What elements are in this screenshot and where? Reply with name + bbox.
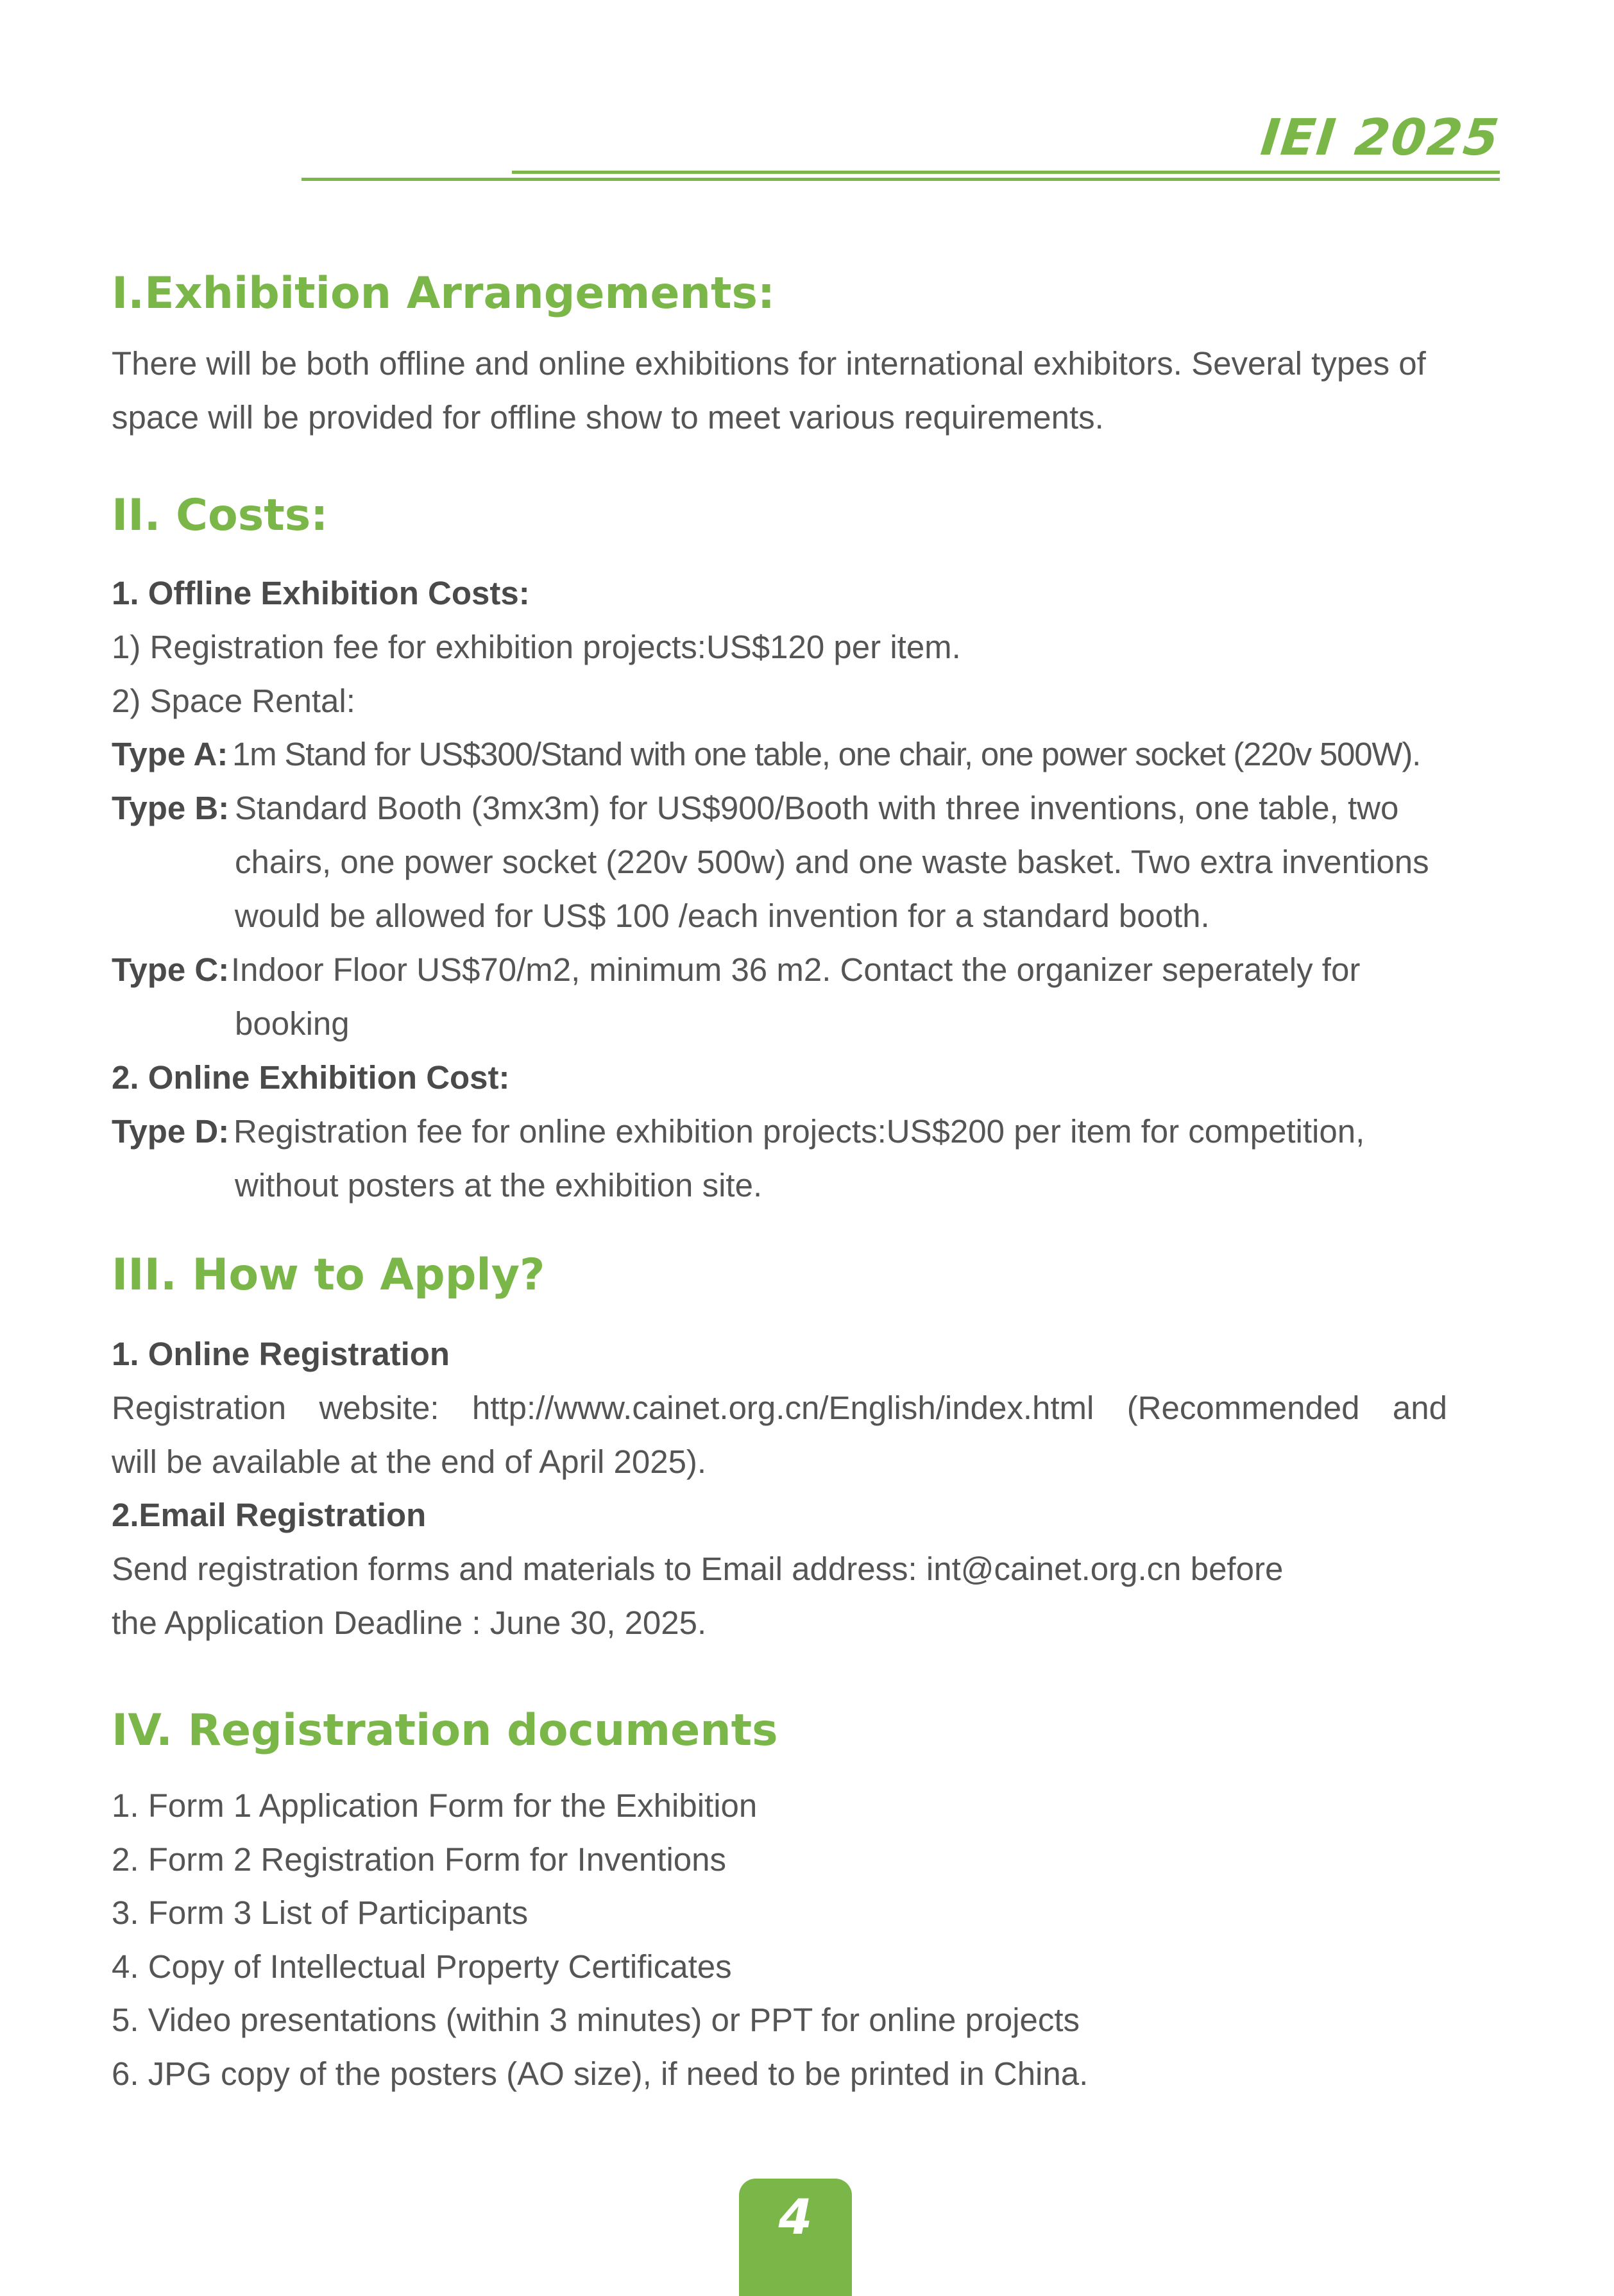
section-heading-apply: III. How to Apply? <box>112 1250 545 1300</box>
type-a-label: Type A: <box>112 736 228 772</box>
space-rental-text: 2) Space Rental: <box>112 683 355 719</box>
online-reg-word-1: Registration <box>112 1390 287 1426</box>
online-cost-title: 2. Online Exhibition Cost: <box>112 1059 510 1096</box>
section-heading-costs: II. Costs: <box>112 490 328 541</box>
type-d-item <box>112 1105 1465 1203</box>
type-b-desc-line-2: chairs, one power socket (220v 500w) and one waste basket. Two extra inventions <box>235 844 1429 880</box>
document-list-item: 4. Copy of Intellectual Property Certificates <box>112 1948 732 1985</box>
section-heading-exhibition: I.Exhibition Arrangements: <box>112 268 776 319</box>
type-d-desc-line-2: without posters at the exhibition site. <box>235 1167 763 1203</box>
exhibition-text-line-1: There will be both offline and online exhibitions for international exhibitors. Several types of <box>112 345 1426 382</box>
online-reg-word-2: website: <box>319 1390 439 1426</box>
type-c-desc-line-1: Indoor Floor US$70/m2, minimum 36 m2. Contact the organizer seperately for <box>231 951 1361 988</box>
document-list-item: 5. Video presentations (within 3 minutes) or PPT for online projects <box>112 2002 1080 2038</box>
email-registration-title: 2.Email Registration <box>112 1497 427 1533</box>
section-heading-documents: IV. Registration documents <box>112 1705 778 1756</box>
registration-fee-text: 1) Registration fee for exhibition projects:US$120 per item. <box>112 629 961 665</box>
type-c-item <box>112 943 1465 1042</box>
type-b-desc-line-1: Standard Booth (3mx3m) for US$900/Booth with three inventions, one table, two <box>235 790 1399 826</box>
document-list-item: 2. Form 2 Registration Form for Inventions <box>112 1841 727 1878</box>
email-registration-line-1: Send registration forms and materials to Email address: int@cainet.org.cn before <box>112 1551 1284 1587</box>
page-number: 4 <box>778 2188 813 2245</box>
type-c-desc-line-2: booking <box>235 1005 350 1042</box>
exhibition-text-line-2: space will be provided for offline show to meet various requirements. <box>112 399 1104 436</box>
document-list-item: 1. Form 1 Application Form for the Exhibition <box>112 1787 758 1824</box>
type-b-desc-line-3: would be allowed for US$ 100 /each invention for a standard booth. <box>235 897 1210 934</box>
online-registration-line-2: will be available at the end of April 2025). <box>112 1443 707 1480</box>
online-registration-title: 1. Online Registration <box>112 1336 450 1372</box>
registration-website-link[interactable]: http://www.cainet.org.cn/English/index.html <box>471 1390 1094 1426</box>
online-registration-line-1 <box>112 1381 1447 1435</box>
header-title: IEI 2025 <box>1258 109 1503 167</box>
header-rule-top <box>512 171 1500 174</box>
type-c-label: Type C: <box>112 951 230 988</box>
type-b-label: Type B: <box>112 790 230 826</box>
document-list-item: 3. Form 3 List of Participants <box>112 1894 529 1931</box>
type-a-desc-line-1: 1m Stand for US$300/Stand with one table, one chair, one power socket (220v 500W). <box>232 736 1421 772</box>
page-number-badge <box>739 2179 852 2296</box>
type-b-item <box>112 781 1465 934</box>
type-d-desc-line-1: Registration fee for online exhibition projects:US$200 per item for competition, <box>234 1113 1365 1150</box>
header-rule-bottom <box>302 178 1500 181</box>
document-list-item: 6. JPG copy of the posters (AO size), if need to be printed in China. <box>112 2055 1089 2092</box>
offline-costs-title: 1. Offline Exhibition Costs: <box>112 575 530 611</box>
email-registration-line-2: the Application Deadline : June 30, 2025. <box>112 1604 707 1641</box>
online-reg-word-4: (Recommended <box>1126 1390 1360 1426</box>
type-d-label: Type D: <box>112 1113 230 1150</box>
online-reg-word-5: and <box>1392 1390 1447 1426</box>
type-a-item <box>112 727 1465 781</box>
